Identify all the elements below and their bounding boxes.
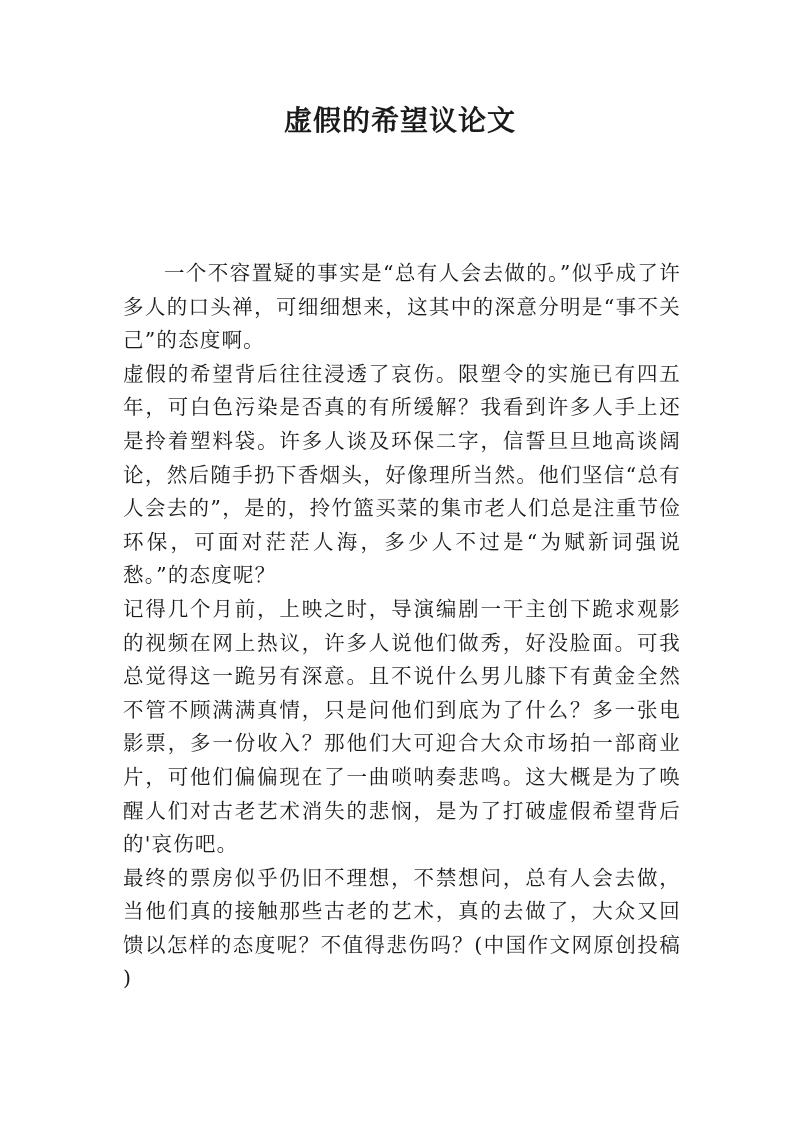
paragraph-4: 最终的票房似乎仍旧不理想，不禁想问，总有人会去做，当他们真的接触那些古老的艺术，真的去做了，大众又回馈以怎样的态度呢？不值得悲伤吗？(中国作文网原创投稿 ) bbox=[123, 865, 681, 991]
paragraph-1: 一个不容置疑的事实是“总有人会去做的。”似乎成了许多人的口头禅，可细细想来，这其中的深意分明是“事不关己”的态度啊。 bbox=[123, 261, 681, 353]
paragraph-3: 记得几个月前，上映之时，导演编剧一干主创下跪求观影的视频在网上热议，许多人说他们做秀，好没脸面。可我总觉得这一跪另有深意。且不说什么男儿膝下有黄金全然不管不顾满满真情，只是问他们到底为了什么？多一张电影票，多一份收入？那他们大可迎合大众市场拍一部商业片，可他们偏偏现在了一曲唢呐奏悲鸣。这大概是为了唤醒人们对古老艺术消失的悲悯，是为了打破虚假希望背后的'哀伤吧。 bbox=[123, 596, 681, 857]
document-title: 虚假的希望议论文 bbox=[283, 104, 516, 137]
paragraph-2: 虚假的希望背后往往浸透了哀伤。限塑令的实施已有四五年，可白色污染是否真的有所缓解？我看到许多人手上还是拎着塑料袋。许多人谈及环保二字，信誓旦旦地高谈阔论，然后随手扔下香烟头，好像理所当然。他们坚信“总有人会去的”，是的，拎竹篮买菜的集市老人们总是注重节俭环保，可面对茫茫人海，多少人不过是“为赋新词强说愁。”的态度呢？ bbox=[123, 361, 681, 588]
document-body bbox=[123, 257, 681, 996]
